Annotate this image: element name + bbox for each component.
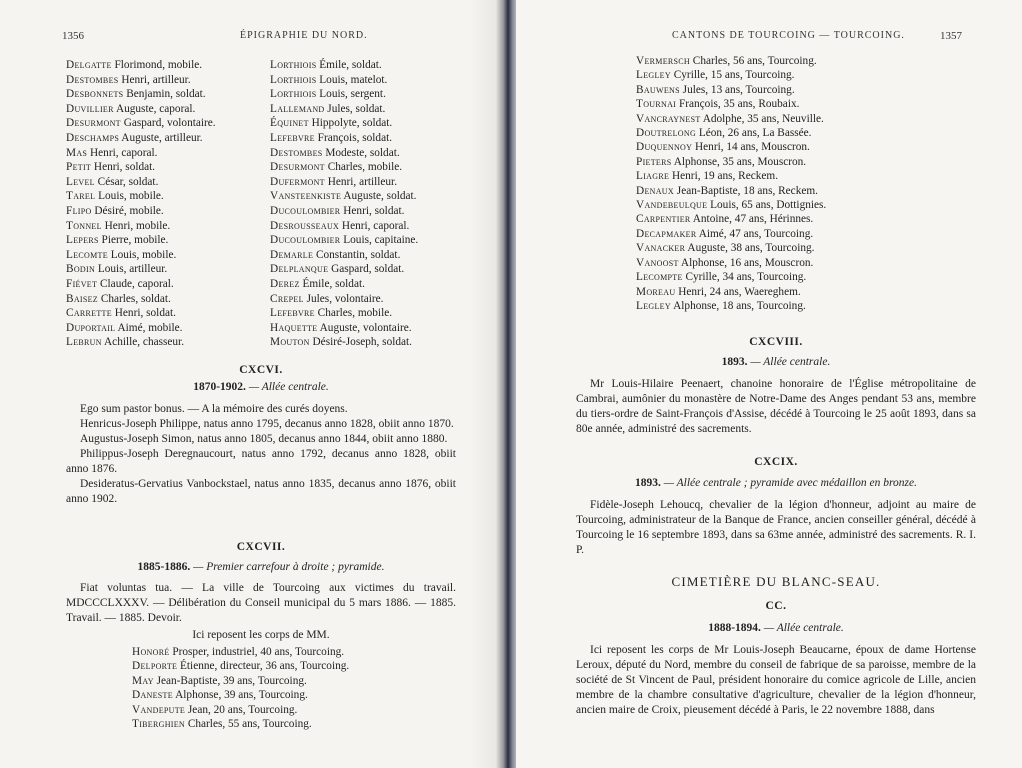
person-surname: Desurmont <box>66 117 121 130</box>
person-details: Henri, 14 ans, Mouscron. <box>692 141 810 154</box>
section-heading: CC. <box>765 600 787 612</box>
person-surname: Lallemand <box>270 102 325 115</box>
list-item <box>636 169 936 183</box>
left-page <box>0 0 500 768</box>
person-surname: Vandebeulque <box>636 199 708 212</box>
person-surname: Delporte <box>132 660 178 673</box>
person-surname: Liagre <box>636 170 670 183</box>
list-item <box>270 146 480 161</box>
section-date-line <box>576 477 976 489</box>
person-surname: Moreau <box>636 285 676 298</box>
list-item <box>270 277 480 292</box>
person-surname: Haquette <box>270 321 318 334</box>
list-item <box>66 233 266 248</box>
cemetery-section <box>576 574 976 718</box>
person-surname: Destombes <box>66 73 119 86</box>
list-item <box>636 68 936 82</box>
person-surname: Decapmaker <box>636 227 697 240</box>
person-details: Claude, caporal. <box>97 277 174 290</box>
person-surname: Vanacker <box>636 242 686 255</box>
person-surname: Legley <box>636 69 671 82</box>
person-details: Cyrille, 15 ans, Tourcoing. <box>670 69 795 82</box>
list-item <box>636 198 936 212</box>
person-surname: Ducoulombier <box>270 234 341 247</box>
section-date: 1893. <box>635 477 661 489</box>
section-location: — Allée centrale ; pyramide avec médaillon en bronze. <box>660 477 917 489</box>
list-item <box>636 112 936 126</box>
person-details: Alphonse, 18 ans, Tourcoing. <box>670 299 806 312</box>
person-details: Auguste, 38 ans, Tourcoing. <box>685 242 815 255</box>
person-surname: Vermersch <box>636 55 690 67</box>
person-details: Hippolyte, soldat. <box>308 117 393 130</box>
person-surname: Vansteenkiste <box>270 190 342 203</box>
person-details: Henri, 24 ans, Waereghem. <box>675 285 801 298</box>
right-page <box>516 0 1022 768</box>
list-item <box>66 262 266 277</box>
person-details: Henri, 19 ans, Reckem. <box>669 170 779 183</box>
list-item <box>66 175 266 190</box>
person-details: Émile, soldat. <box>299 277 365 290</box>
person-surname: Mouton <box>270 336 310 349</box>
person-details: Léon, 26 ans, La Bassée. <box>696 127 812 140</box>
person-surname: Carrette <box>66 307 112 320</box>
person-surname: May <box>132 674 154 687</box>
section-198 <box>576 336 976 437</box>
list-item <box>636 241 936 255</box>
person-surname: Lorthiois <box>270 88 317 101</box>
section-paragraph: Ici reposent les corps de Mr Louis-Joseph Beaucarne, époux de dame Hortense Leroux, député du Nord, membre du conseil de fabrique de sa paroisse, membre de la société de St Vincent de Paul, président honoraire du comice agricole de Lille, ancien membre de la chambre consultative d'agriculture, chevalier de la légion d'honneur, ancien maire de Croix, pieusement décédé à Paris, le 22 novembre 1888, dans <box>576 644 976 716</box>
list-item <box>66 58 266 73</box>
person-surname: Lecomte <box>66 248 108 261</box>
victims-list <box>66 645 456 731</box>
person-surname: Ducoulombier <box>270 204 341 217</box>
list-item <box>66 73 266 88</box>
person-details: Prosper, industriel, 40 ans, Tourcoing. <box>169 646 345 658</box>
person-details: Henri, mobile. <box>101 219 171 232</box>
person-surname: Baisez <box>66 292 98 305</box>
page-number: 1356 <box>62 30 84 42</box>
page-number: 1357 <box>940 30 962 42</box>
person-details: Désiré, mobile. <box>91 204 164 217</box>
person-details: Étienne, directeur, 36 ans, Tourcoing. <box>177 660 350 673</box>
section-date-line <box>66 561 456 573</box>
person-details: Jules, 13 ans, Tourcoing. <box>679 83 795 96</box>
person-surname: Vancraynest <box>636 112 701 125</box>
section-heading: CXCVI. <box>239 364 283 376</box>
person-details: Constantin, soldat. <box>313 248 401 261</box>
section-date: 1885-1886. <box>137 561 191 573</box>
person-surname: Lecompte <box>636 271 683 284</box>
person-surname: Lorthiois <box>270 73 317 86</box>
list-item <box>66 219 266 234</box>
inscription-line: Augustus-Joseph Simon, natus anno 1805, decanus anno 1844, obiit anno 1880. <box>80 433 448 445</box>
list-item <box>66 306 266 321</box>
person-details: Modeste, soldat. <box>322 146 400 159</box>
list-item <box>270 189 480 204</box>
section-date: 1870-1902. <box>193 381 246 393</box>
running-title: ÉPIGRAPHIE DU NORD. <box>240 30 368 41</box>
person-details: Charles, 55 ans, Tourcoing. <box>185 718 312 731</box>
section-location: — Allée centrale. <box>747 356 831 368</box>
list-item <box>270 321 480 336</box>
list-item <box>66 146 266 161</box>
list-item <box>270 73 480 88</box>
person-details: Cyrille, 34 ans, Tourcoing. <box>682 271 807 284</box>
section-subheading: Ici reposent les corps de MM. <box>192 629 330 641</box>
list-item <box>66 292 266 307</box>
section-date: 1888-1894. <box>708 622 761 634</box>
person-surname: Tarel <box>66 190 96 203</box>
person-surname: Legley <box>636 299 671 312</box>
person-surname: Duportail <box>66 321 116 334</box>
person-surname: Mas <box>66 146 88 159</box>
list-item <box>66 277 266 292</box>
person-details: Jean-Baptiste, 39 ans, Tourcoing. <box>153 674 307 687</box>
person-surname: Denaux <box>636 184 674 197</box>
name-column-right <box>270 58 480 350</box>
person-details: Louis, matelot. <box>316 73 388 86</box>
list-item <box>66 321 266 336</box>
person-surname: Flipo <box>66 204 92 217</box>
person-details: Auguste, volontaire. <box>317 321 412 334</box>
list-item <box>66 87 266 102</box>
list-item <box>636 285 936 299</box>
list-item <box>270 292 480 307</box>
list-item <box>270 219 480 234</box>
person-surname: Destombes <box>270 146 323 159</box>
person-surname: Bauwens <box>636 83 680 96</box>
person-surname: Delgatte <box>66 59 112 71</box>
person-surname: Bodin <box>66 263 96 276</box>
person-details: Achille, chasseur. <box>101 336 185 349</box>
person-surname: Crepel <box>270 292 304 305</box>
person-details: Jules, volontaire. <box>303 292 384 305</box>
list-item <box>270 58 480 73</box>
person-details: Désiré-Joseph, soldat. <box>309 336 412 349</box>
person-surname: Demarle <box>270 248 314 261</box>
list-item <box>270 248 480 263</box>
person-details: Henri, artilleur. <box>324 175 398 188</box>
list-item <box>270 306 480 321</box>
section-date-line <box>66 381 456 393</box>
person-surname: Daneste <box>132 689 173 702</box>
person-details: Henri, artilleur. <box>118 73 191 86</box>
person-details: Louis, 65 ans, Dottignies. <box>707 199 827 212</box>
inscription-line: Desideratus-Gervatius Vanbockstael, natus anno 1835, decanus anno 1876, obiit anno 1902. <box>66 478 456 505</box>
person-surname: Tonnel <box>66 219 102 232</box>
section-199 <box>576 456 976 558</box>
person-details: Auguste, soldat. <box>341 190 417 203</box>
list-item <box>132 717 456 731</box>
list-item <box>132 703 456 717</box>
person-surname: Vanoost <box>636 256 679 269</box>
list-item <box>270 160 480 175</box>
inscription-line: Ego sum pastor bonus. — A la mémoire des curés doyens. <box>80 403 348 415</box>
section-197 <box>66 541 456 731</box>
list-item <box>270 87 480 102</box>
person-details: Adolphe, 35 ans, Neuville. <box>700 112 824 125</box>
person-details: Louis, sergent. <box>316 88 386 101</box>
person-details: Antoine, 47 ans, Hérinnes. <box>690 213 814 226</box>
person-surname: Petit <box>66 161 92 174</box>
person-surname: Desurmont <box>270 161 325 174</box>
person-surname: Lebrun <box>66 336 102 349</box>
list-item <box>66 335 266 350</box>
person-details: Louis, capitaine. <box>340 234 419 247</box>
person-surname: Doutrelong <box>636 127 697 140</box>
person-details: Jean-Baptiste, 18 ans, Reckem. <box>673 184 818 197</box>
list-item <box>270 102 480 117</box>
list-item <box>66 102 266 117</box>
list-item <box>270 116 480 131</box>
person-details: Florimond, mobile. <box>111 59 203 71</box>
person-surname: Lorthiois <box>270 59 317 71</box>
section-location: — Allée centrale. <box>760 622 844 634</box>
list-item <box>270 175 480 190</box>
section-heading: CXCIX. <box>754 456 798 468</box>
person-details: Auguste, caporal. <box>113 102 196 115</box>
list-item <box>66 189 266 204</box>
list-item <box>636 212 936 226</box>
section-date: 1893. <box>721 356 748 368</box>
running-title: CANTONS DE TOURCOING — TOURCOING. <box>672 30 905 41</box>
person-surname: Lefebvre <box>270 131 315 144</box>
list-item <box>270 262 480 277</box>
person-details: Charles, mobile. <box>324 161 403 174</box>
person-details: Auguste, artilleur. <box>119 131 203 144</box>
person-details: Louis, mobile. <box>107 248 177 261</box>
person-surname: Tournai <box>636 98 677 111</box>
person-details: Aimé, 47 ans, Tourcoing. <box>696 227 814 240</box>
list-item <box>636 184 936 198</box>
person-details: Henri, soldat. <box>91 161 156 174</box>
name-column-left <box>66 58 266 350</box>
person-surname: Derez <box>270 277 300 290</box>
person-details: Alphonse, 16 ans, Mouscron. <box>678 256 814 269</box>
list-item <box>636 83 936 97</box>
inscription-line: Henricus-Joseph Philippe, natus anno 1795, decanus anno 1828, obiit anno 1870. <box>80 418 454 430</box>
list-item <box>636 227 936 241</box>
person-surname: Desbonnets <box>66 88 124 101</box>
list-item <box>636 97 936 111</box>
list-item <box>270 131 480 146</box>
person-surname: Carpentier <box>636 213 691 226</box>
section-date-line <box>576 622 976 634</box>
person-details: Henri, soldat. <box>340 204 405 217</box>
person-details: Henri, caporal. <box>339 219 410 232</box>
person-surname: Delplanque <box>270 263 329 276</box>
section-date-line <box>576 356 976 368</box>
person-details: Alphonse, 35 ans, Mouscron. <box>671 155 807 168</box>
person-surname: Duquennoy <box>636 141 693 154</box>
person-surname: Desrousseaux <box>270 219 340 232</box>
section-location: — Allée centrale. <box>245 381 329 393</box>
list-item <box>66 248 266 263</box>
list-item <box>132 688 456 702</box>
person-details: Pierre, mobile. <box>98 234 169 247</box>
list-item <box>270 335 480 350</box>
list-item <box>636 126 936 140</box>
person-surname: Level <box>66 175 95 188</box>
list-item <box>270 204 480 219</box>
list-item <box>636 270 936 284</box>
list-item <box>132 645 456 659</box>
list-item <box>132 674 456 688</box>
section-paragraph: Mr Louis-Hilaire Peenaert, chanoine honoraire de l'Église métropolitaine de Cambrai, aumônier du monastère de Notre-Dame des Anges pendant 53 ans, membre du tiers-ordre de Saint-François d'Assise, décédé à Tourcoing le 25 août 1893, dans sa 80e année, administré des sacrements. <box>576 378 976 435</box>
list-item <box>636 155 936 169</box>
person-details: Aimé, mobile. <box>115 321 183 334</box>
list-item <box>66 131 266 146</box>
person-surname: Vandepute <box>132 703 186 716</box>
list-item <box>636 256 936 270</box>
person-surname: Dufermont <box>270 175 325 188</box>
list-item <box>66 204 266 219</box>
person-surname: Duvillier <box>66 102 114 115</box>
section-paragraph: Fiat voluntas tua. — La ville de Tourcoing aux victimes du travail. MDCCCLXXXV. — Délibération du Conseil municipal du 5 mars 1886. — 1885. Travail. — 1885. Devoir. <box>66 582 456 624</box>
person-details: Louis, artilleur. <box>95 263 168 276</box>
person-details: Émile, soldat. <box>316 59 382 71</box>
person-details: Benjamin, soldat. <box>123 88 206 101</box>
person-details: Alphonse, 39 ans, Tourcoing. <box>172 689 308 702</box>
section-text <box>66 402 456 507</box>
person-details: Charles, 56 ans, Tourcoing. <box>689 55 817 67</box>
list-item <box>132 659 456 673</box>
person-surname: Honoré <box>132 646 170 658</box>
section-location: — Premier carrefour à droite ; pyramide. <box>190 561 385 573</box>
section-196 <box>66 364 456 507</box>
person-details: Charles, soldat. <box>98 292 171 305</box>
person-details: Jean, 20 ans, Tourcoing. <box>185 703 298 716</box>
list-item <box>270 233 480 248</box>
section-heading: CXCVIII. <box>749 336 803 348</box>
section-paragraph: Fidèle-Joseph Lehoucq, chevalier de la légion d'honneur, adjoint au maire de Tourcoing, administrateur de la Banque de France, ancien conseiller général, décédé à Tourcoing le 16 septembre 1893, dans sa 63me année, administré des sacrements. R. I. P. <box>576 499 976 556</box>
victims-list-continued <box>636 54 936 313</box>
person-surname: Tiberghien <box>132 718 186 731</box>
section-heading: CXCVII. <box>236 541 286 553</box>
list-item <box>636 54 936 68</box>
person-details: Gaspard, volontaire. <box>120 117 216 130</box>
person-details: François, 35 ans, Roubaix. <box>676 98 800 111</box>
person-details: César, soldat. <box>94 175 159 188</box>
person-surname: Fiévet <box>66 277 98 290</box>
inscription-line: Philippus-Joseph Deregnaucourt, natus anno 1792, decanus anno 1828, obiit anno 1876. <box>66 448 456 475</box>
list-item <box>66 160 266 175</box>
person-surname: Lepers <box>66 234 99 247</box>
list-item <box>66 116 266 131</box>
person-surname: Deschamps <box>66 131 120 144</box>
person-surname: Pieters <box>636 155 672 168</box>
person-details: Henri, caporal. <box>87 146 158 159</box>
list-item <box>636 299 936 313</box>
cemetery-title: CIMETIÈRE DU BLANC-SEAU. <box>671 574 881 589</box>
person-details: Louis, mobile. <box>95 190 164 203</box>
person-details: François, soldat. <box>314 131 393 144</box>
person-surname: Lefebvre <box>270 307 315 320</box>
person-details: Jules, soldat. <box>324 102 386 115</box>
person-details: Charles, mobile. <box>314 307 393 320</box>
person-surname: Équinet <box>270 117 309 130</box>
person-details: Gaspard, soldat. <box>328 263 405 276</box>
list-item <box>636 140 936 154</box>
person-details: Henri, soldat. <box>111 307 176 320</box>
